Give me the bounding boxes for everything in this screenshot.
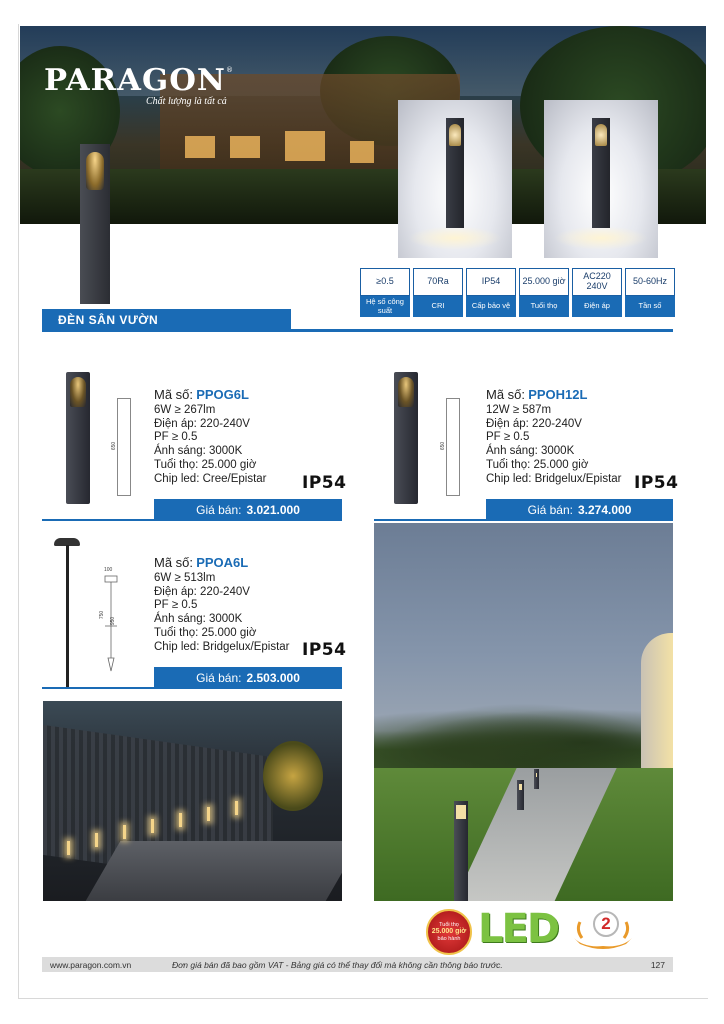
spec-voltage: AC220 240V Điện áp — [572, 268, 622, 317]
technical-drawing-ppoh12l: 650 — [446, 398, 460, 496]
product-code: PPOA6L — [196, 555, 249, 570]
product-info-ppog6l: Mã số: PPOG6L 6W ≥ 267lm Điện áp: 220-240V PF ≥ 0.5 Ánh sáng: 3000K Tuổi thọ: 25.000 giờ Chip led: Cree/Epistar — [154, 387, 267, 485]
spec-lifetime: 25.000 giờ Tuổi thọ — [519, 268, 569, 317]
hero-bollard-image — [80, 144, 110, 304]
ip-rating-badge: IP54 — [302, 640, 347, 660]
product-info-ppoa6l: Mã số: PPOA6L 6W ≥ 513lm Điện áp: 220-240V PF ≥ 0.5 Ánh sáng: 3000K Tuổi thọ: 25.000 giờ Chip led: Bridgelux/Epistar — [154, 555, 290, 653]
price-bar-ppog6l: Giá bán: 3.021.000 — [154, 499, 342, 521]
spec-frequency: 50-60Hz Tần số — [625, 268, 675, 317]
product-info-ppoh12l: Mã số: PPOH12L 12W ≥ 587m Điện áp: 220-240V PF ≥ 0.5 Ánh sáng: 3000K Tuổi thọ: 25.000 giờ Chip led: Bridgelux/Epistar — [486, 387, 622, 485]
lifetime-badge: Tuổi thọ 25.000 giờ bảo hành — [426, 909, 472, 955]
warranty-badge: 2 — [570, 908, 636, 952]
svg-text:®: ® — [226, 66, 233, 74]
technical-drawing-ppog6l: 650 — [117, 398, 131, 496]
footer — [42, 957, 673, 972]
brand-tagline: Chất lượng là tất cả — [146, 96, 227, 107]
product-photo-bollard-1 — [398, 100, 512, 258]
ip-rating-badge: IP54 — [634, 473, 679, 493]
spec-cri: 70Ra CRI — [413, 268, 463, 317]
footer-website[interactable]: www.paragon.com.vn — [50, 959, 132, 970]
product-code: PPOG6L — [196, 387, 249, 402]
product-image-ppoh12l — [394, 372, 418, 504]
svg-text:PARAGON: PARAGON — [44, 63, 226, 96]
price-value: 2.503.000 — [246, 671, 300, 685]
scene-photo-night-fence — [43, 701, 342, 901]
spec-ip-rating: IP54 Cấp bảo vệ — [466, 268, 516, 317]
spec-row — [360, 268, 675, 317]
product-image-ppog6l — [66, 372, 90, 504]
spec-power-factor: ≥0.5 Hệ số công suất — [360, 268, 410, 317]
price-value: 3.021.000 — [246, 503, 300, 517]
price-bar-ppoa6l: Giá bán: 2.503.000 — [154, 667, 342, 689]
footer-note: Đơn giá bán đã bao gồm VAT - Bảng giá có thể thay đổi mà không cần thông báo trước. — [172, 959, 503, 970]
led-logo: LED — [478, 906, 559, 952]
page-number: 127 — [650, 959, 665, 970]
product-code: PPOH12L — [528, 387, 588, 402]
scene-photo-garden-path — [374, 523, 673, 901]
paragon-logo — [44, 62, 234, 96]
ip-rating-badge: IP54 — [302, 473, 347, 493]
price-bar-ppoh12l: Giá bán: 3.274.000 — [486, 499, 673, 521]
product-photo-bollard-2 — [544, 100, 658, 258]
price-value: 3.274.000 — [577, 503, 632, 517]
product-image-ppoa6l-pole — [66, 545, 69, 689]
section-title: ĐÈN SÂN VƯỜN — [42, 309, 291, 331]
